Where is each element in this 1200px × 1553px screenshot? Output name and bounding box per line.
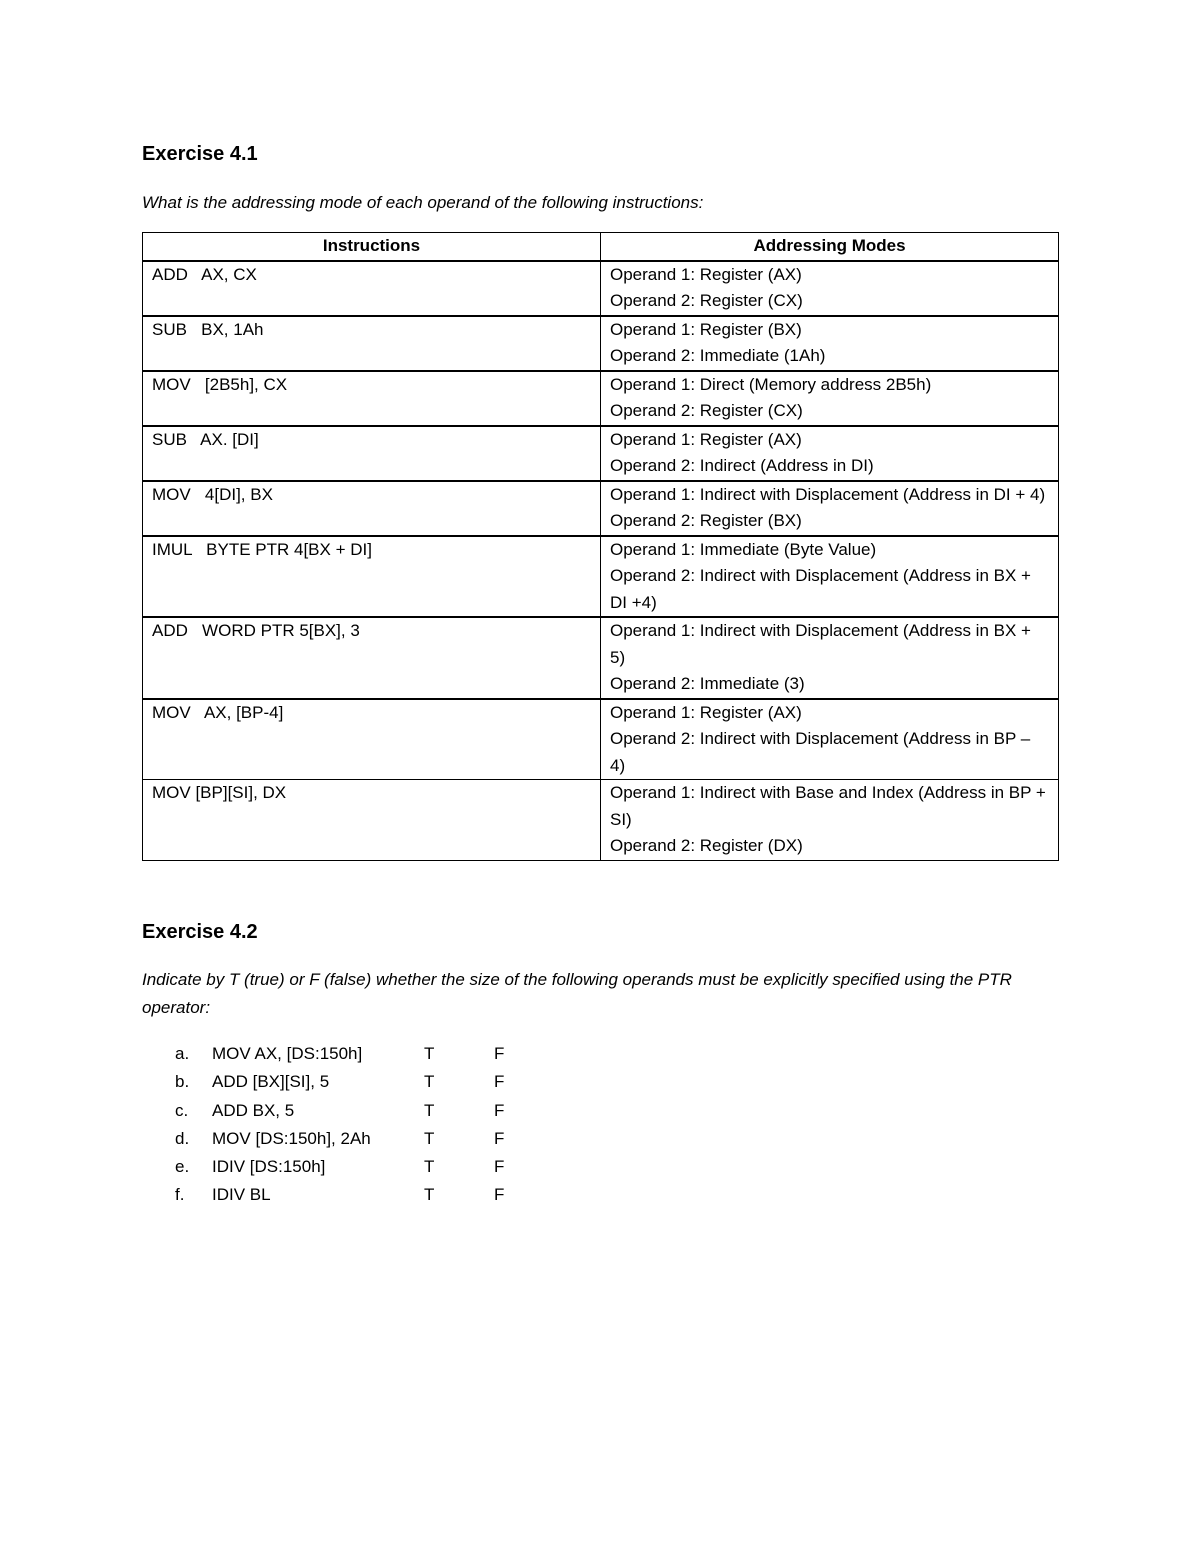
operand-mode: Operand 1: Register (BX) (610, 319, 802, 339)
instruction-cell: IMUL BYTE PTR 4[BX + DI] (143, 536, 601, 618)
table-row (143, 371, 1059, 426)
false-option: F (494, 1157, 505, 1177)
operand-mode: Operand 1: Register (AX) (610, 429, 802, 449)
item-code: MOV [DS:150h], 2Ah (212, 1128, 371, 1148)
addressing-mode-cell (601, 699, 1059, 780)
operand-mode: Operand 2: Indirect with Displacement (Address in BX + DI +4) (610, 566, 1031, 612)
true-option: T (424, 1072, 435, 1092)
operand-mode: Operand 1: Indirect with Displacement (Address in DI + 4) (610, 484, 1046, 504)
instruction-cell: ADD AX, CX (143, 261, 601, 316)
operand-mode: Operand 2: Indirect with Displacement (Address in BP – 4) (610, 729, 1031, 775)
addressing-mode-cell (601, 780, 1059, 861)
table-row (143, 699, 1059, 780)
operand-mode: Operand 1: Indirect with Displacement (Address in BX + 5) (610, 621, 1031, 667)
operand-mode: Operand 2: Register (CX) (610, 291, 803, 310)
operand-mode: Operand 2: Register (BX) (610, 511, 802, 530)
table-row (143, 780, 1059, 861)
operand-mode: Operand 2: Immediate (1Ah) (610, 346, 826, 365)
operand-mode: Operand 2: Indirect (Address in DI) (610, 456, 874, 475)
true-option: T (424, 1185, 435, 1205)
instruction-cell: MOV [BP][SI], DX (143, 780, 601, 861)
item-code: IDIV BL (212, 1185, 271, 1205)
item-letter: e. (175, 1157, 190, 1177)
item-code: IDIV [DS:150h] (212, 1157, 326, 1177)
item-code: MOV AX, [DS:150h] (212, 1044, 363, 1063)
table-header-row (143, 233, 1059, 261)
false-option: F (494, 1100, 505, 1120)
addressing-modes-table (142, 232, 1059, 861)
operand-mode: Operand 1: Immediate (Byte Value) (610, 539, 877, 559)
true-option: T (424, 1128, 435, 1148)
addressing-mode-cell (601, 536, 1059, 618)
true-option: T (424, 1044, 435, 1063)
item-letter: f. (175, 1185, 185, 1205)
item-letter: a. (175, 1044, 190, 1063)
instruction-cell: SUB BX, 1Ah (143, 316, 601, 371)
column-header-instructions: Instructions (143, 233, 601, 261)
item-letter: c. (175, 1100, 189, 1120)
item-letter: b. (175, 1072, 190, 1092)
table-row (143, 536, 1059, 618)
instruction-cell: MOV AX, [BP-4] (143, 699, 601, 780)
operand-mode: Operand 1: Register (AX) (610, 702, 802, 722)
operand-mode: Operand 2: Register (DX) (610, 836, 803, 855)
operand-mode: Operand 1: Register (AX) (610, 264, 802, 284)
addressing-mode-cell (601, 481, 1059, 536)
true-option: T (424, 1157, 435, 1177)
exercise-4-1-heading: Exercise 4.1 (142, 143, 258, 165)
operand-mode: Operand 1: Direct (Memory address 2B5h) (610, 374, 932, 394)
item-letter: d. (175, 1128, 190, 1148)
instruction-cell: MOV 4[DI], BX (143, 481, 601, 536)
item-code: ADD [BX][SI], 5 (212, 1072, 330, 1092)
exercise-4-2-prompt: Indicate by T (true) or F (false) whether the size of the following operands must be explicitly specified using the PTR operator: (142, 970, 1012, 1017)
instruction-cell: MOV [2B5h], CX (143, 371, 601, 426)
addressing-mode-cell (601, 426, 1059, 481)
addressing-mode-cell (601, 371, 1059, 426)
true-option: T (424, 1100, 435, 1120)
table-row (143, 426, 1059, 481)
false-option: F (494, 1072, 505, 1092)
operand-mode: Operand 1: Indirect with Base and Index (Address in BP + SI) (610, 783, 1046, 829)
table-row (143, 617, 1059, 699)
exercise-4-1-prompt: What is the addressing mode of each operand of the following instructions: (142, 193, 704, 212)
operand-mode: Operand 2: Immediate (3) (610, 674, 805, 693)
table-row (143, 261, 1059, 316)
false-option: F (494, 1128, 505, 1148)
false-option: F (494, 1044, 505, 1063)
exercise-4-2-heading: Exercise 4.2 (142, 921, 258, 943)
column-header-addressing-modes: Addressing Modes (601, 233, 1059, 261)
false-option: F (494, 1185, 505, 1205)
instruction-cell: SUB AX. [DI] (143, 426, 601, 481)
table-row (143, 481, 1059, 536)
operand-mode: Operand 2: Register (CX) (610, 401, 803, 420)
addressing-mode-cell (601, 261, 1059, 316)
table-row (143, 316, 1059, 371)
item-code: ADD BX, 5 (212, 1100, 295, 1120)
addressing-mode-cell (601, 617, 1059, 699)
instruction-cell: ADD WORD PTR 5[BX], 3 (143, 617, 601, 699)
addressing-mode-cell (601, 316, 1059, 371)
table-body (143, 261, 1059, 861)
